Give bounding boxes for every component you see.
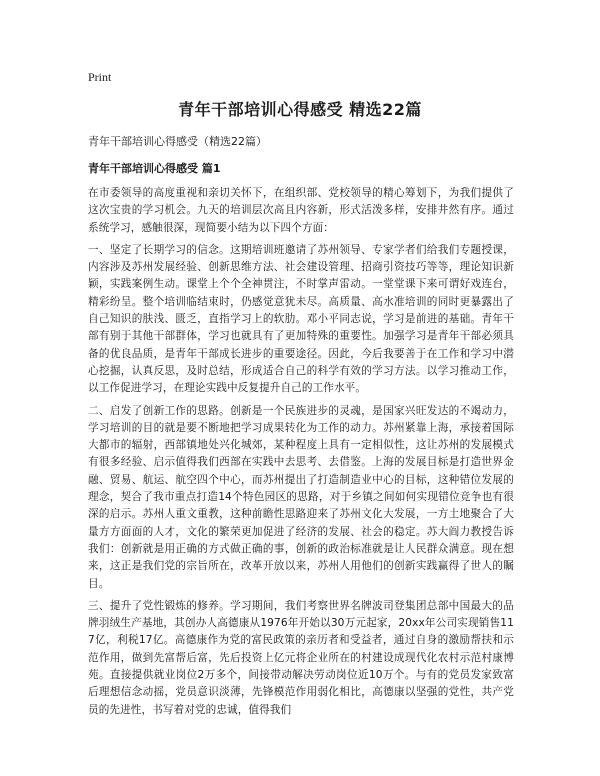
document-subtitle: 青年干部培训心得感受（精选22篇） (88, 135, 267, 148)
section-heading: 青年干部培训心得感受 篇1 (88, 162, 221, 175)
paragraph-point-3: 三、提升了党性锻炼的修养。学习期间，我们考察世界名牌波司登集团总部中国最大的品牌羽绒生产基地，其创办人高德康从1976年开始以30万元起家，20xx年公司实现销售117亿，利税17亿。高德康作为党的富民政策的亲历者和受益者，通过自身的激励帮扶和示范作用，做到先富帮后富，先后投资上亿元将企业所在的村建设成现代化农村示范村康博苑。直接提供就业岗位2万多个，间接带动解决劳动岗位近10万个。与有的党员发家致富后理想信念动摇，党员意识淡薄，先锋模范作用弱化相比，高德康以坚强的党性，共产党员的先进性，书写着对党的忠诚，值得我们 (88, 599, 514, 716)
paragraph-intro: 在市委领导的高度重视和亲切关怀下，在组织部、党校领导的精心筹划下，为我们提供了这次宝贵的学习机会。九天的培训层次高且内容新，形式活泼多样，安排井然有序。通过系统学习，感触很深，现简要小结为以下四个方面： (88, 187, 514, 234)
print-link[interactable]: Print (88, 70, 112, 84)
page-title: 青年干部培训心得感受 精选22篇 (178, 100, 422, 119)
article-body (88, 185, 514, 724)
paragraph-point-1: 一、坚定了长期学习的信念。这期培训班邀请了苏州领导、专家学者们给我们专题授课，内容涉及苏州发展经验、创新思维方法、社会建设管理、招商引资技巧等等，理论知识新颖，实践案例生动。课堂上个个全神贯注，不时掌声雷动。一堂堂课下来可谓好戏连台，精彩纷呈。整个培训临结束时，仍感觉意犹未尽。高质量、高水准培训的同时更暴露出了自己知识的肤浅、匮乏，直指学习上的软肋。邓小平同志说，学习是前进的基础。青年干部有别于其他干部群体，学习也就具有了更加特殊的重要性。加强学习是青年干部必须具备的优良品质，是青年干部成长进步的重要途径。因此，今后我要善于在工作和学习中潜心挖掘，认真反思，及时总结，形成适合自己的科学有效的学习方法。以学习推动工作，以工作促进学习，在理论实践中反复提升自己的工作水平。 (88, 243, 514, 395)
paragraph-point-2: 二、启发了创新工作的思路。创新是一个民族进步的灵魂，是国家兴旺发达的不竭动力，学习培训的目的就是要不断地把学习成果转化为工作的动力。苏州紧靠上海，承接着国际大都市的辐射，西部镇地处兴化城郊，某种程度上具有一定相似性，这让苏州的发展模式有很多经验、启示值得我们西部在实践中去思考、去借鉴。上海的发展目标是打造世界金融、贸易、航运、航空四个中心，而苏州提出了打造制造业中心的目标，这种错位发展的理念，契合了我市重点打造14个特色园区的思路，对于乡镇之间如何实现错位竞争也有很深的启示。苏州人重文重教，这种前瞻性思路迎来了苏州文化大发展，一方土地聚合了大量方方面面的人才，文化的繁荣更加促进了经济的发展、社会的稳定。苏大阎力教授告诉我们：创新就是用正确的方式做正确的事，创新的政治标准就是让人民群众满意。现在想来，这正是我们党的宗旨所在，改革开放以来，苏州人用他们的创新实践赢得了世人的瞩目。 (88, 404, 514, 590)
